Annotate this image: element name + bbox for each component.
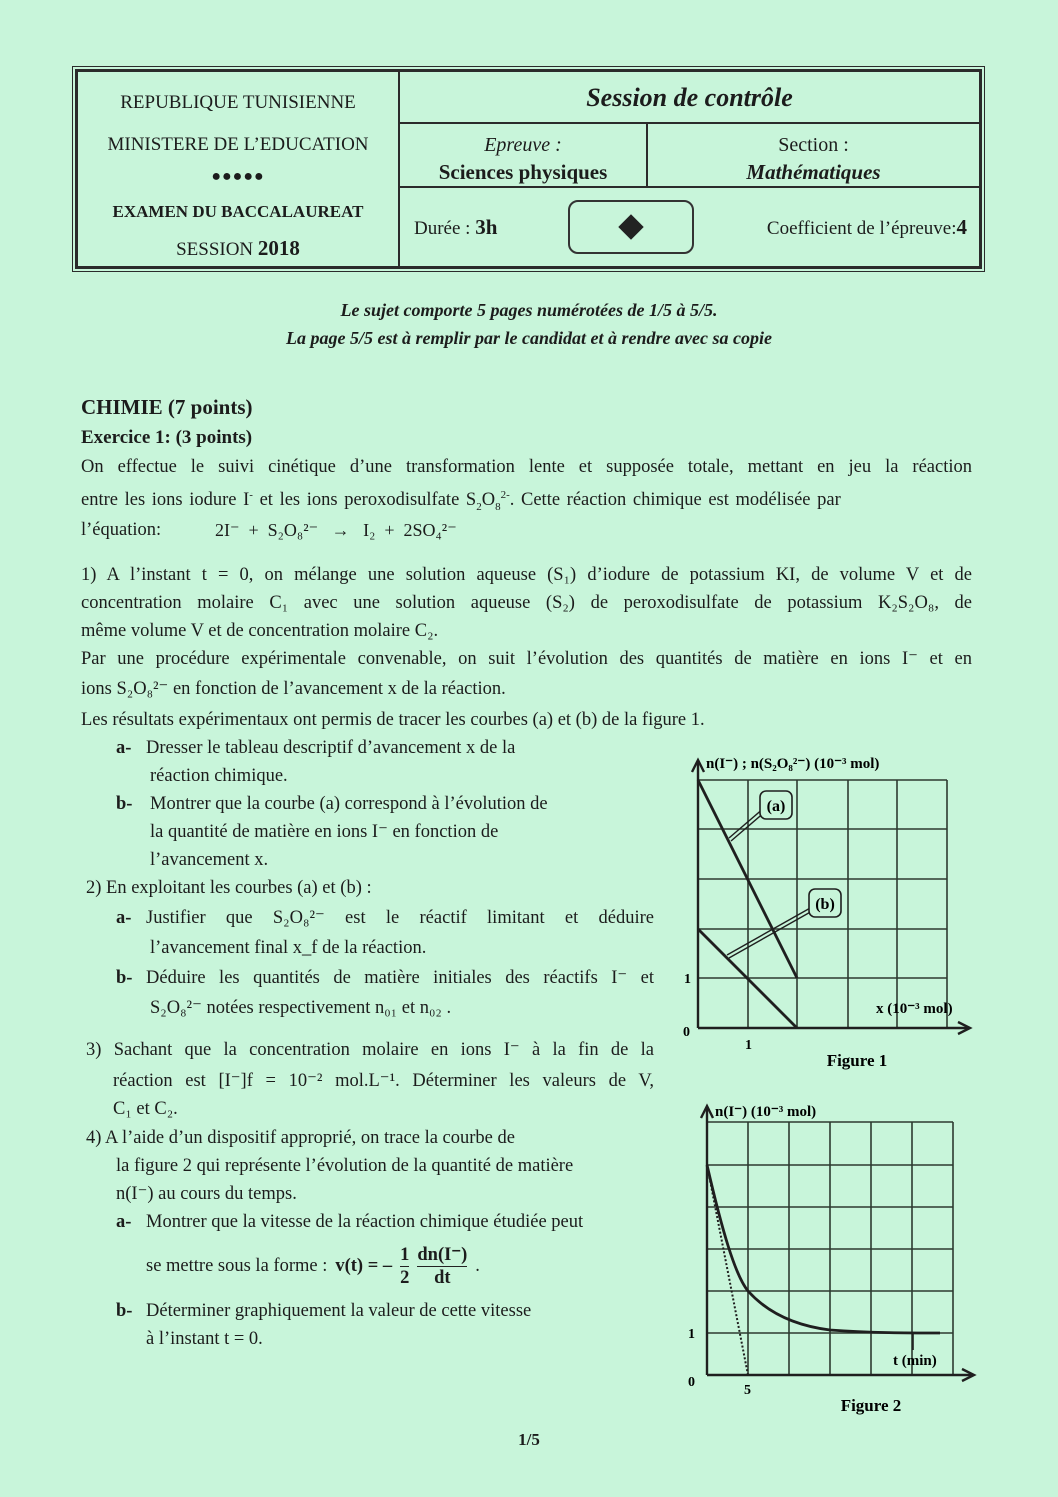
details-row <box>400 188 979 266</box>
coefficient-label: Coefficient de l’épreuve: <box>766 218 957 239</box>
series-b-label: (b) <box>815 896 835 913</box>
country-name: REPUBLIQUE TUNISIENNE <box>120 92 356 113</box>
intro-line-2: entre les ions iodure I- et les ions peroxodisulfate $S_2O_8^{2-}$. Cette réaction chimique est modélisée par <box>81 489 841 513</box>
exam-header <box>75 69 982 269</box>
notice-line-2: La page 5/5 est à remplir par le candidat et à rendre avec sa copie <box>286 328 772 348</box>
origin-label: 0 <box>683 1025 690 1040</box>
q1-line-5: ions S₂O₈²⁻ en fonction de l’avancement x de la réaction. <box>81 679 506 699</box>
session-type: Session de contrôle <box>586 83 793 112</box>
origin-label: 0 <box>688 1375 695 1390</box>
figure-2-chart <box>676 1095 986 1420</box>
epreuve-cell <box>400 124 648 186</box>
x-tick-1: 1 <box>745 1038 752 1053</box>
q4a-line-1: Montrer que la vitesse de la réaction chimique étudiée peut <box>146 1212 584 1232</box>
session-line <box>78 236 398 261</box>
q1-line-3: même volume V et de concentration molaire C₂. <box>81 621 439 641</box>
notice-line-1: Le sujet comporte 5 pages numérotées de 1/5 à 5/5. <box>340 300 718 320</box>
formula-lhs: v(t) = – <box>335 1256 393 1276</box>
q1-line-1: 1) A l’instant t = 0, on mélange une solution aqueuse (S₁) d’iodure de potassium KI, de volume V et de <box>81 565 972 585</box>
section-cell <box>648 124 979 186</box>
ministry-name: MINISTERE DE L’EDUCATION <box>107 134 369 155</box>
q2a-line-2: l’avancement final x_f de la réaction. <box>150 938 427 958</box>
x-tick-5: 5 <box>744 1383 751 1398</box>
q1b-line-1: Montrer que la courbe (a) correspond à l’évolution de <box>150 794 548 814</box>
q4b-label: b- <box>116 1301 133 1321</box>
session-label: SESSION <box>176 239 254 260</box>
q2-title: 2) En exploitant les courbes (a) et (b) : <box>86 878 372 898</box>
q2a-label: a- <box>116 908 132 928</box>
intro-line-1: On effectue le suivi cinétique d’une transformation lente et supposée totale, mettant en jeu la réaction <box>81 457 972 477</box>
session-type-row <box>400 72 979 124</box>
q1a-line-1: Dresser le tableau descriptif d’avancement x de la <box>146 738 516 758</box>
coefficient-value: 4 <box>956 215 967 239</box>
q1-line-4: Par une procédure expérimentale convenable, on suit l’évolution des quantités de matière en ions I⁻ et en <box>81 649 972 669</box>
page-number: 1/5 <box>518 1430 540 1449</box>
x-axis-label: x (10⁻³ mol) <box>876 1001 953 1017</box>
duration <box>414 215 497 240</box>
diamond-badge-icon <box>568 200 694 254</box>
epreuve-label: Epreuve : <box>484 134 562 156</box>
series-a-label: (a) <box>766 798 786 815</box>
duration-label: Durée : <box>414 218 471 239</box>
q2b-line-2: S₂O₈²⁻ notées respectivement n₀₁ et n₀₂ . <box>150 998 452 1018</box>
q4-line-1: 4) A l’aide d’un dispositif approprié, on trace la courbe de <box>86 1128 515 1148</box>
q2b-label: b- <box>116 968 133 988</box>
q1-line-2: concentration molaire C₁ avec une solution aqueuse (S₂) de peroxodisulfate de potassium K₂S₂O₈, de <box>81 593 972 613</box>
subject-row <box>400 124 979 188</box>
q1b-line-3: l’avancement x. <box>150 850 269 870</box>
fraction-derivative: $\frac{dn(I^-)}{dt}$ <box>417 1244 468 1288</box>
equation-label: l’équation: <box>81 520 162 540</box>
q3-line-3: C₁ et C₂. <box>113 1099 178 1119</box>
y-axis-label: n(I⁻) (10⁻³ mol) <box>715 1104 817 1120</box>
coefficient <box>767 215 967 240</box>
y-tick-1: 1 <box>684 972 691 987</box>
exercise-title: Exercice 1: (3 points) <box>81 427 253 448</box>
q4b-line-1: Déterminer graphiquement la valeur de cette vitesse <box>146 1301 532 1321</box>
q4-line-3: n(I⁻) au cours du temps. <box>116 1184 297 1204</box>
dots-separator: ●●●●● <box>211 168 265 185</box>
q4a-label: a- <box>116 1212 132 1232</box>
y-axis-label: n(I⁻) ; n(S₂O₈²⁻) (10⁻³ mol) <box>706 756 880 772</box>
q1b-label: b- <box>116 794 133 814</box>
section-value: Mathématiques <box>746 160 881 184</box>
q2a-line-1: Justifier que S₂O₈²⁻ est le réactif limitant et déduire <box>146 908 654 928</box>
duration-value: 3h <box>475 215 498 239</box>
epreuve-value: Sciences physiques <box>438 160 608 184</box>
q4b-line-2: à l’instant t = 0. <box>146 1329 263 1349</box>
figure-2-caption: Figure 2 <box>840 1396 902 1415</box>
q4-line-2: la figure 2 qui représente l’évolution de la quantité de matière <box>116 1156 574 1176</box>
y-tick-1: 1 <box>688 1327 695 1342</box>
q2b-line-1: Déduire les quantités de matière initiales des réactifs I⁻ et <box>146 968 654 988</box>
rate-formula: se mettre sous la forme : v(t) = – $\frac{1}{2}$ $\frac{dn(I^-)}{dt}$ . <box>146 1244 480 1288</box>
q1a-label: a- <box>116 738 132 758</box>
section-title: CHIMIE (7 points) <box>81 395 253 419</box>
figure-1-chart <box>676 745 986 1075</box>
q1a-line-2: réaction chimique. <box>150 766 288 786</box>
q1b-line-2: la quantité de matière en ions I⁻ en fonction de <box>150 822 499 842</box>
q1-line-6: Les résultats expérimentaux ont permis de tracer les courbes (a) et (b) de la figure 1. <box>81 710 705 730</box>
q3-line-2: réaction est [I⁻]f = 10⁻² mol.L⁻¹. Déterminer les valeurs de V, <box>113 1071 654 1091</box>
header-right-panel <box>400 72 979 266</box>
chemical-equation: 2I⁻ + S₂O₈²⁻ → I₂ + 2SO₄²⁻ <box>215 520 457 540</box>
exam-name: EXAMEN DU BACCALAUREAT <box>112 202 364 221</box>
header-left-panel <box>78 72 400 266</box>
section-label: Section : <box>778 134 849 156</box>
formula-prefix: se mettre sous la forme : <box>146 1256 328 1276</box>
fraction-one-half: $\frac{1}{2}$ <box>400 1244 410 1288</box>
figure-1-caption: Figure 1 <box>826 1051 888 1070</box>
session-year: 2018 <box>257 236 300 260</box>
x-axis-label: t (min) <box>893 1353 937 1369</box>
q3-line-1: 3) Sachant que la concentration molaire en ions I⁻ à la fin de la <box>86 1040 654 1060</box>
